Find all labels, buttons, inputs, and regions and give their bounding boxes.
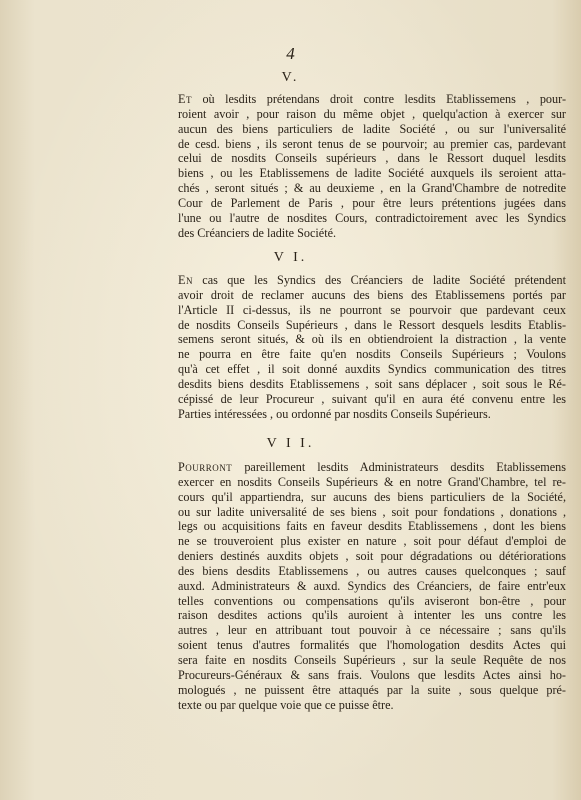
text-line: texte ou par quelque voie que ce puisse être.	[178, 697, 394, 712]
text-line: aucun des biens particuliers de ladite Société , ou sur l'universalité	[178, 121, 566, 136]
article-heading-vi: V I.	[273, 250, 308, 265]
text-line: auxd. Administrateurs & auxd. Syndics des Créanciers, de faire entr'eux	[178, 578, 566, 593]
text-line: Et où lesdits prétendans droit contre lesdits Etablissemens , pour-	[178, 92, 566, 106]
text-line: avoir droit de reclamer aucuns des biens des Etablissemens portés par	[178, 287, 566, 302]
text-line: telles conventions ou compensations qu'ils aviseront bon-être , pour	[178, 593, 566, 608]
text-line: desdits biens desdits Etablissemens , soit sans déplacer , soit sous le Ré-	[178, 376, 566, 391]
text-line: des Créanciers de ladite Société.	[178, 225, 337, 240]
text-line: deniers destinés auxdits objets , soit pour dégradations ou détériorations	[178, 549, 566, 564]
text-line: raison desdites actions qu'ils auroient à intenter les uns contre les	[178, 608, 566, 623]
lead-word: Pourront	[178, 460, 233, 474]
lead-word: En	[178, 273, 193, 287]
text-line: Cour de Parlement de Paris , pour être leurs prétentions jugées dans	[178, 195, 566, 210]
text-line: cours qu'il appartiendra, sur aucuns des biens particuliers de la Société,	[178, 489, 566, 504]
text-line: Pourront pareillement lesdits Administrateurs desdits Etablissemens	[178, 460, 566, 474]
text-line: sera faite en nosdits Conseils Supérieurs , sur la seule Requête de nos	[178, 652, 566, 667]
article-heading-vii: V I I.	[266, 436, 315, 451]
text-line: ne se trouveroient plus exister en nature , soit pour défaut d'emploi de	[178, 534, 566, 549]
text-line: ou sur ladite universalité de ses biens , soit pour fondations , donations ,	[178, 504, 566, 519]
text-line: Parties intéressées , ou ordonné par nosdits Conseils Supérieurs.	[178, 406, 491, 421]
text-line: l'Article II ci-dessus, ils ne pourront se pourvoir que pardevant ceux	[178, 302, 566, 317]
text-line: exercer en nosdits Conseils Supérieurs & en notre Grand'Chambre, tel re-	[178, 474, 566, 489]
text-line: semens seront situés, & où ils en obtiendroient la distraction , la vente	[178, 332, 566, 347]
text-line: celui de nosdits Conseils supérieurs , dans le Ressort duquel lesdits	[178, 151, 566, 166]
text-line: soient tenus d'autres formalités que l'homologation desdits Actes qui	[178, 638, 566, 653]
text-line: biens , ou les Etablissemens de ladite Société auxquels ils seroient atta-	[178, 166, 566, 181]
text-line: qu'à cet effet , il soit donné auxdits Syndics communication des titres	[178, 362, 566, 377]
text-line: Procureurs-Généraux & sans frais. Voulons que lesdits Actes ainsi ho-	[178, 667, 566, 682]
text-line: roient avoir , pour raison du même objet , quelqu'action à exercer sur	[178, 106, 566, 121]
article-paragraph-vii	[178, 460, 566, 712]
text-line: En cas que les Syndics des Créanciers de ladite Société prétendent	[178, 273, 566, 287]
text-line: autres , leur en attribuant tout pouvoir à ce nécessaire ; sans qu'ils	[178, 623, 566, 638]
text-line: cépissé de leur Procureur , suivant qu'il en aura été convenu entre les	[178, 391, 566, 406]
lead-word: Et	[178, 92, 192, 106]
article-paragraph-vi	[178, 273, 566, 421]
text-line: de nosdits Conseils Supérieurs , dans le Ressort desquels lesdits Etablis-	[178, 317, 566, 332]
article-heading-v: V.	[281, 70, 300, 85]
article-paragraph-v	[178, 92, 566, 240]
text-line: legs ou acquisitions faits en faveur desdits Etablissemens , dont les biens	[178, 519, 566, 534]
page-number: 4	[286, 44, 295, 63]
text-line: des biens desdits Etablissemens , ou autres causes quelconques ; sauf	[178, 563, 566, 578]
text-line: l'une ou l'autre de nosdites Cours, contradictoirement avec les Syndics	[178, 210, 566, 225]
text-line: ne pourra en être faite qu'en nosdits Conseils Supérieurs ; Voulons	[178, 347, 566, 362]
text-line: chés , seront situés ; & au deuxieme , en la Grand'Chambre de notredite	[178, 181, 566, 196]
text-line: mologués , ne puissent être attaqués par la suite , sous quelque pré-	[178, 682, 566, 697]
text-line: de cesd. biens , ils seront tenus de se pourvoir; au premier cas, pardevant	[178, 136, 566, 151]
